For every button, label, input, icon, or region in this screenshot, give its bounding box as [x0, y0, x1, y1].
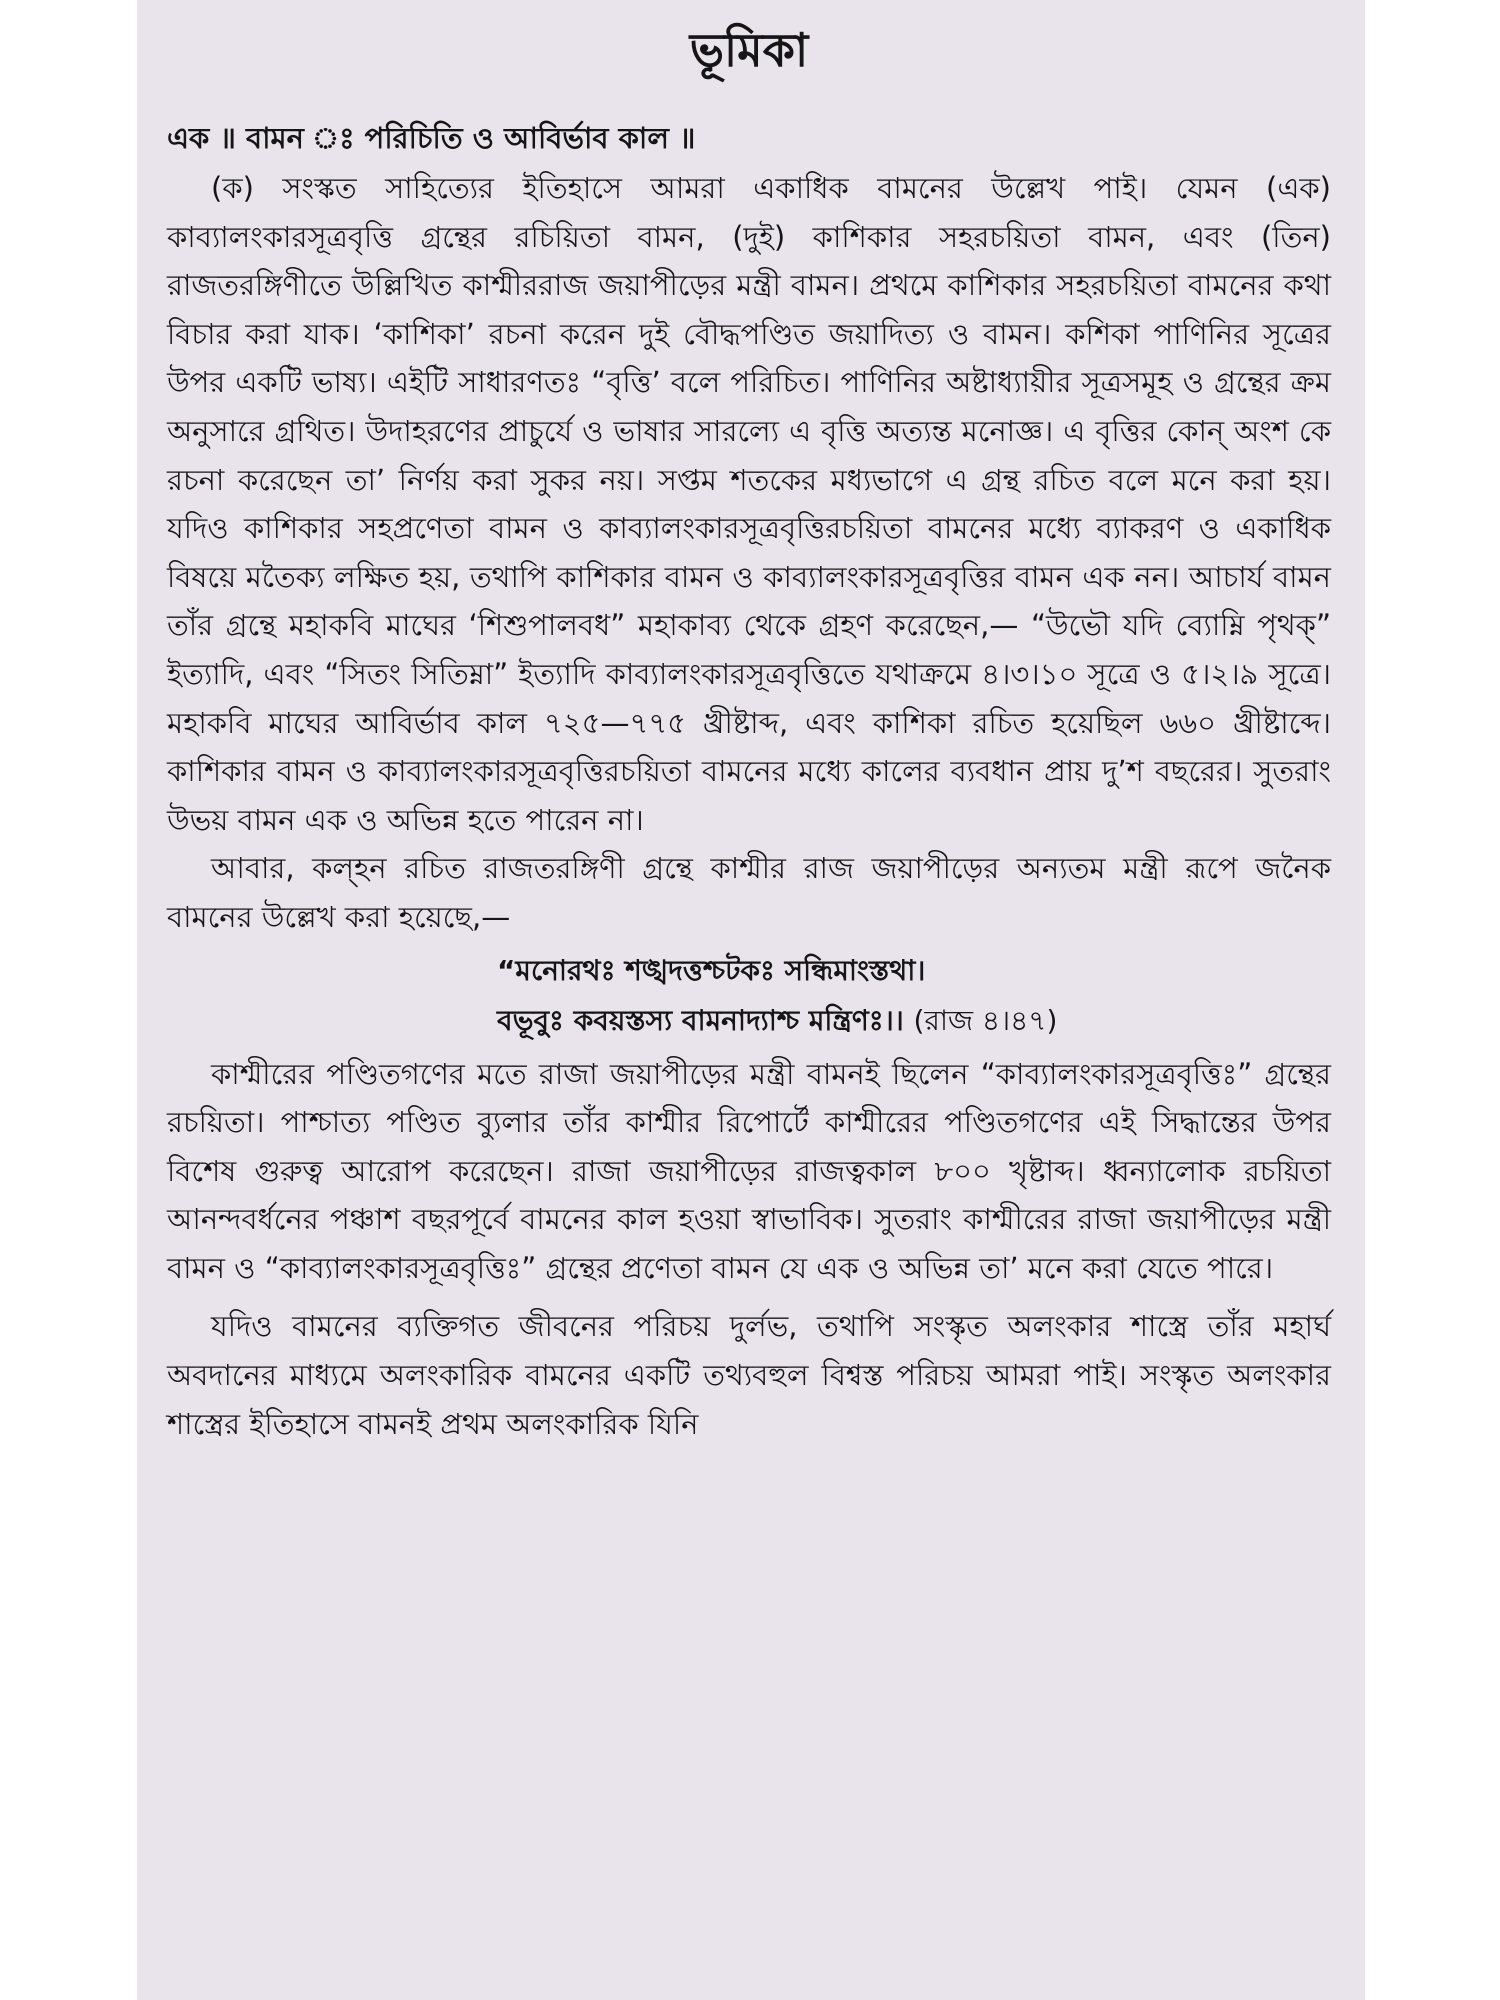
- verse-line-1: “মনোরথঃ শঙ্খদত্তশ্চটকঃ সন্ধিমাংস্তথা।: [497, 953, 926, 987]
- page-title: ভূমিকা: [689, 23, 809, 77]
- section-heading: এক ॥ বামন ঃ পরিচিতি ও আবির্ভাব কাল ॥: [167, 121, 696, 155]
- verse-quote: [497, 946, 1331, 1046]
- paragraph-2: আবার, কল্হন রচিত রাজতরঙ্গিণী গ্রন্থে কাশ্মীর রাজ জয়াপীড়ের অন্যতম মন্ত্রী রূপে জনৈক বামনের উল্লেখ করা হয়েছে,—: [167, 851, 1331, 934]
- paragraph-4: যদিও বামনের ব্যক্তিগত জীবনের পরিচয় দুর্লভ, তথাপি সংস্কৃত অলংকার শাস্ত্রে তাঁর মহার্ঘ অবদানের মাধ্যমে অলংকারিক বামনের একটি তথ্যবহুল বিশ্বস্ত পরিচয় আমরা পাই। সংস্কৃত অলংকার শাস্ত্রের ইতিহাসে বামনই প্রথম অলংকারিক যিনি: [167, 1309, 1331, 1441]
- paragraph-3: কাশ্মীরের পণ্ডিতগণের মতে রাজা জয়াপীড়ের মন্ত্রী বামনই ছিলেন “কাব্যালংকারসূত্রবৃত্তিঃ” গ্রন্থের রচয়িতা। পাশ্চাত্য পণ্ডিত ব্যুলার তাঁর কাশ্মীর রিপোর্টে কাশ্মীরের পণ্ডিতগণের এই সিদ্ধান্তের উপর বিশেষ গুরুত্ব আরোপ করেছেন। রাজা জয়াপীড়ের রাজত্বকাল ৮০০ খৃষ্টাব্দ। ধ্বন্যালোক রচয়িতা আনন্দবর্ধনের পঞ্চাশ বছরপূর্বে বামনের কাল হওয়া স্বাভাবিক। সুতরাং কাশ্মীরের রাজা জয়াপীড়ের মন্ত্রী বামন ও “কাব্যালংকারসূত্রবৃত্তিঃ” গ্রন্থের প্রণেতা বামন যে এক ও অভিন্ন তা’ মনে করা যেতে পারে।: [167, 1056, 1331, 1285]
- book-page: [137, 0, 1365, 2000]
- verse-reference: (রাজ ৪।৪৭): [913, 1003, 1058, 1037]
- paragraph-1: (ক) সংস্কত সাহিত্যের ইতিহাসে আমরা একাধিক বামনের উল্লেখ পাই। যেমন (এক) কাব্যালংকারসূত্রবৃত্তি গ্রন্থের রচিয়িতা বামন, (দুই) কাশিকার সহরচয়িতা বামন, এবং (তিন) রাজতরঙ্গিণীতে উল্লিখিত কাশ্মীররাজ জয়াপীড়ের মন্ত্রী বামন। প্রথমে কাশিকার সহরচয়িতা বামনের কথা বিচার করা যাক। ‘কাশিকা’ রচনা করেন দুই বৌদ্ধপণ্ডিত জয়াদিত্য ও বামন। কশিকা পাণিনির সূত্রের উপর একটি ভাষ্য। এইটি সাধারণতঃ “বৃত্তি’ বলে পরিচিত। পাণিনির অষ্টাধ্যায়ীর সূত্রসমূহ ও গ্রন্থের ক্রম অনুসারে গ্রথিত। উদাহরণের প্রাচুর্যে ও ভাষার সারল্যে এ বৃত্তি অত্যন্ত মনোজ্ঞ। এ বৃত্তির কোন্ অংশ কে রচনা করেছেন তা’ নির্ণয় করা সুকর নয়। সপ্তম শতকের মধ্যভাগে এ গ্রন্থ রচিত বলে মনে করা হয়। যদিও কাশিকার সহপ্রণেতা বামন ও কাব্যালংকারসূত্রবৃত্তিরচয়িতা বামনের মধ্যে ব্যাকরণ ও একাধিক বিষয়ে মতৈক্য লক্ষিত হয়, তথাপি কাশিকার বামন ও কাব্যালংকারসূত্রবৃত্তির বামন এক নন। আচার্য বামন তাঁর গ্রন্থে মহাকবি মাঘের ‘শিশুপালবধ” মহাকাব্য থেকে গ্রহণ করেছেন,— “উভৌ যদি ব্যোম্নি পৃথক্” ইত্যাদি, এবং “সিতং সিতিম্না” ইত্যাদি কাব্যালংকারসূত্রবৃত্তিতে যথাক্রমে ৪।৩।১০ সূত্রে ও ৫।২।৯ সূত্রে। মহাকবি মাঘের আবির্ভাব কাল ৭২৫—৭৭৫ খ্রীষ্টাব্দ, এবং কাশিকা রচিত হয়েছিল ৬৬০ খ্রীষ্টাব্দে। কাশিকার বামন ও কাব্যালংকারসূত্রবৃত্তিরচয়িতা বামনের মধ্যে কালের ব্যবধান প্রায় দু’শ বছরের। সুতরাং উভয় বামন এক ও অভিন্ন হতে পারেন না।: [167, 171, 1331, 837]
- verse-line-2: বভূবুঃ কবয়স্তস্য বামনাদ্যাশ্চ মন্ত্রিণঃ।।: [497, 1003, 904, 1037]
